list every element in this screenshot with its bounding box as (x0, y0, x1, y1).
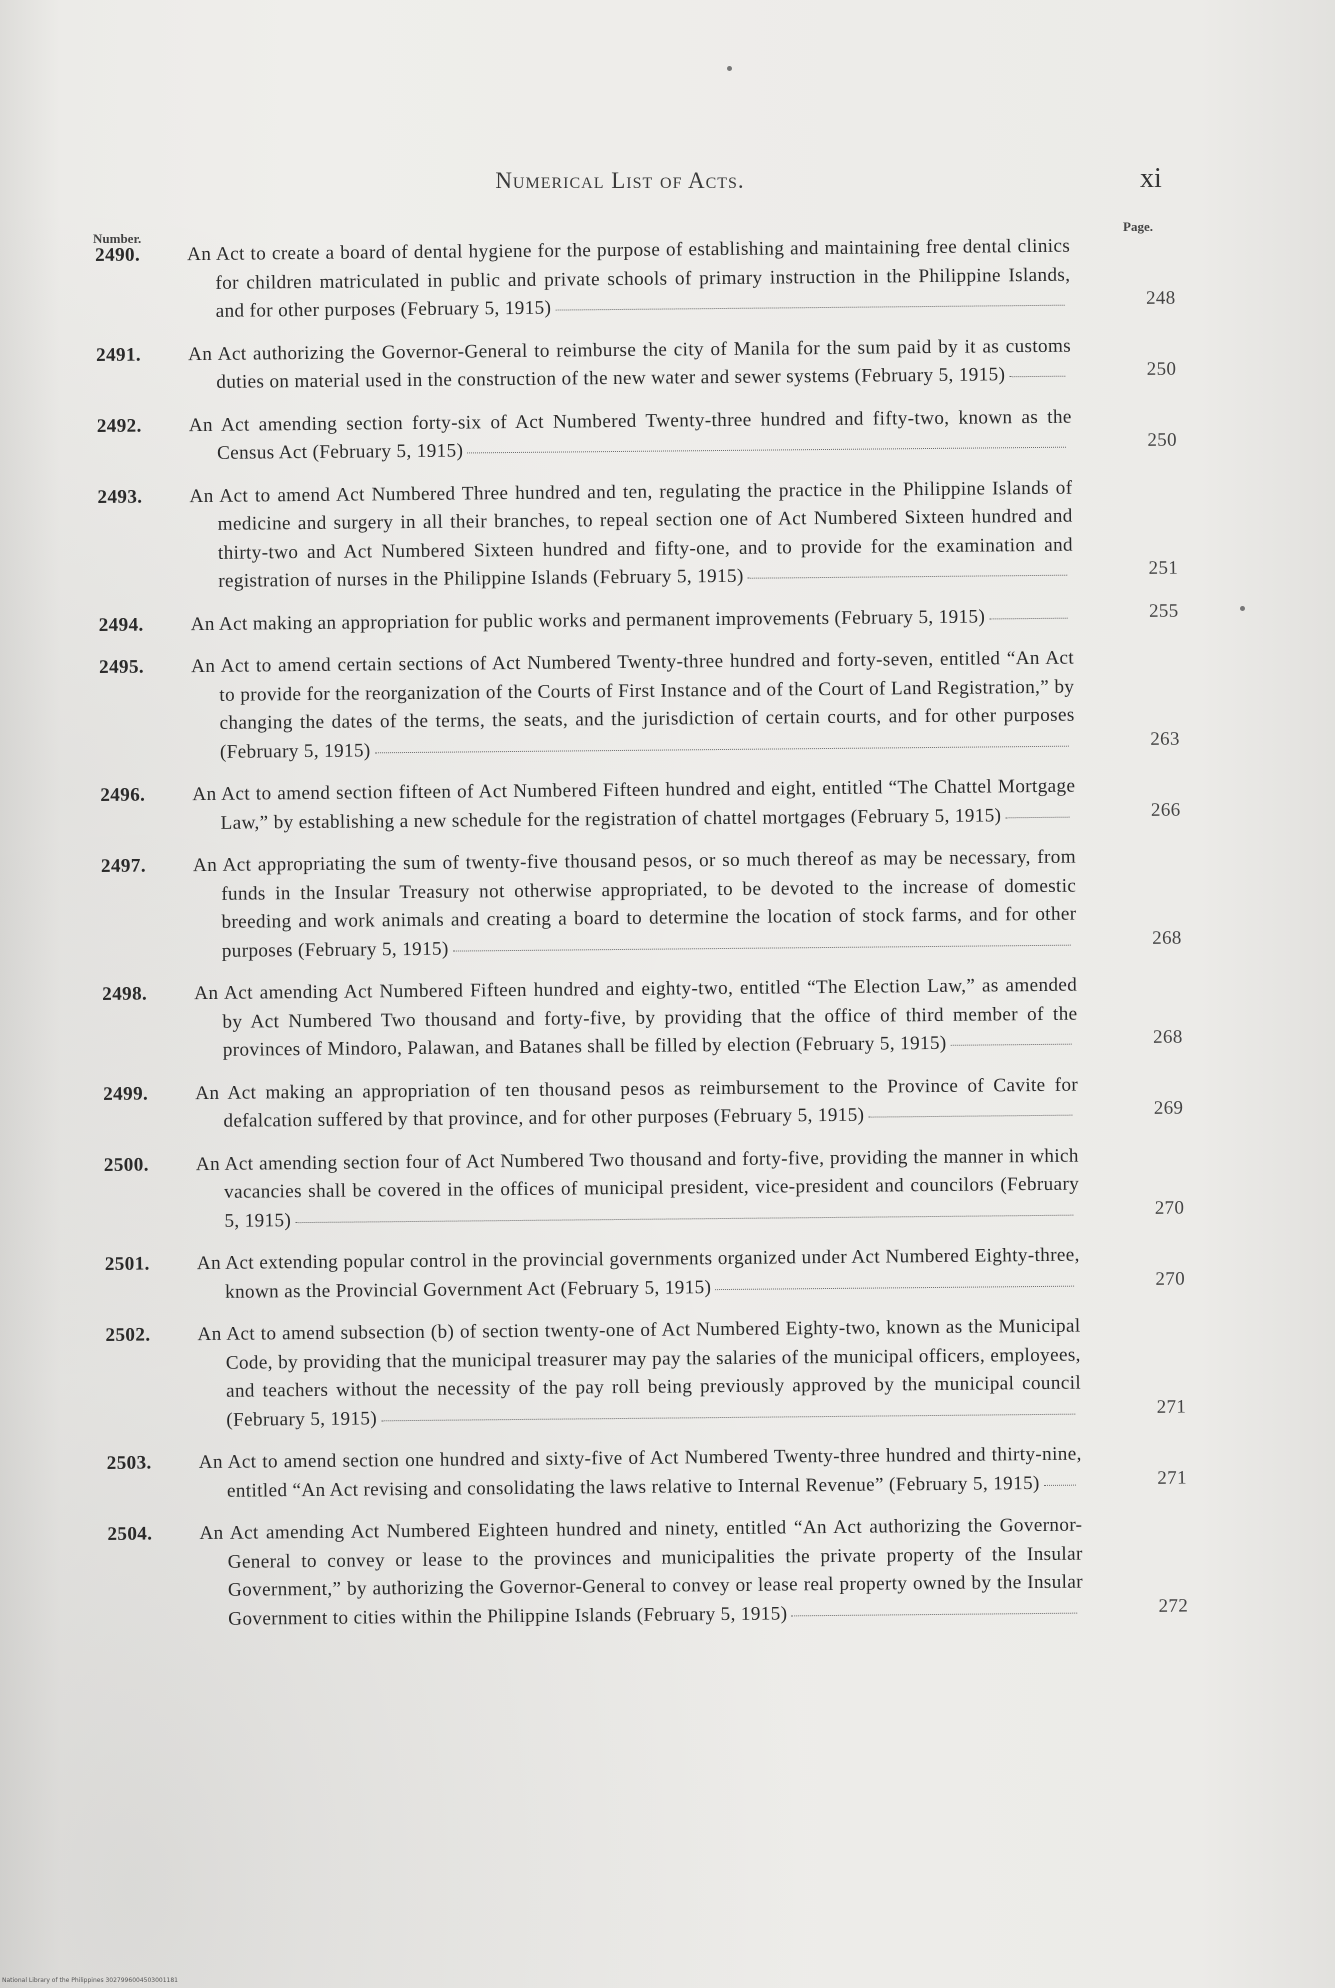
act-title (197, 1313, 1081, 1435)
act-title-text: An Act to create a board of dental hygiene for the purpose of establishing and maintaining free dental clinics for children matriculated in public and private schools of primary instruction in the Philippine Islands, and for other purposes (February 5, 1915) (187, 235, 1071, 322)
dot-leader (1005, 816, 1069, 818)
act-page-number: 269 (1153, 1097, 1184, 1119)
act-title (197, 1242, 1081, 1307)
act-entry (101, 843, 1182, 967)
number-column-header: Number. (93, 231, 142, 246)
dot-leader (748, 575, 1068, 579)
act-title (199, 1441, 1083, 1506)
dot-leader (868, 1115, 1072, 1118)
page-column-header: Page. (1123, 219, 1153, 234)
act-title-text: An Act to amend section fifteen of Act Numbered Fifteen hundred and eight, entitled “The Chattel Mortgage Law,” by establishing a new schedule for the registration of chattel mortgages (February 5, 1915) (192, 775, 1076, 834)
act-entry (96, 331, 1176, 398)
act-page-number: 272 (1158, 1595, 1189, 1617)
dot-leader (295, 1214, 1073, 1222)
act-number: 2495. (98, 656, 145, 678)
act-number: 2498. (102, 983, 148, 1005)
act-page-number: 270 (1155, 1268, 1186, 1290)
act-entry (107, 1440, 1187, 1507)
act-entry (105, 1241, 1185, 1308)
act-number: 2492. (96, 415, 142, 437)
act-number: 2499. (103, 1083, 149, 1105)
act-page-number: 271 (1156, 1396, 1187, 1418)
act-title-text: An Act amending section forty-six of Act Numbered Twenty-three hundred and fifty-two, known as the Census Act (February 5, 1915) (188, 406, 1072, 464)
act-title (199, 1512, 1083, 1634)
act-entry (102, 971, 1183, 1067)
dot-leader (715, 1285, 1074, 1289)
dot-leader (1044, 1484, 1076, 1485)
dot-leader (555, 305, 1064, 311)
act-number: 2504. (107, 1523, 153, 1545)
page-number: xi (1140, 163, 1162, 194)
dot-leader (989, 617, 1068, 619)
act-page-number: 248 (1145, 287, 1176, 309)
act-title-text: An Act to amend subsection (b) of section twenty-one of Act Numbered Eighty-two, known as the Municipal Code, by providing that the municipal treasurer may pay the salaries of the municipal officers, employees, and teachers without the necessity of the pay roll being previously approved by the municipal council (February 5, 1915) (197, 1315, 1082, 1431)
dot-leader (453, 944, 1071, 951)
act-title (189, 474, 1073, 596)
act-entry (105, 1312, 1186, 1436)
act-title (191, 602, 1074, 639)
act-number: 2503. (106, 1452, 152, 1474)
act-entry (97, 473, 1178, 597)
act-title (187, 233, 1071, 327)
act-title (193, 844, 1077, 966)
act-page-number: 268 (1152, 927, 1182, 949)
ink-speck (1240, 606, 1245, 611)
act-number: 2493. (97, 486, 143, 508)
dot-leader (951, 1044, 1072, 1046)
act-page-number: 251 (1148, 557, 1179, 579)
act-title (192, 773, 1076, 838)
source-footnote: National Library of the Philippines 3027996004503001181 (2, 1977, 179, 1984)
act-title-text: An Act to amend section one hundred and sixty-five of Act Numbered Twenty-three hundred and thirty-nine, entitled “An Act revising and consolidating the laws relative to Internal Revenue” (February 5, 1915) (198, 1443, 1082, 1502)
act-title-text: An Act to amend Act Numbered Three hundred and ten, regulating the practice in the Philippine Islands of medicine and surgery in all their branches, to repeal section one of Act Numbered Sixteen hundred and thirty-two and Act Numbered Sixteen hundred and fifty-one, and to provide for the examination and registration of nurses in the Philippine Islands (February 5, 1915) (189, 477, 1074, 592)
dot-leader (791, 1612, 1077, 1616)
act-title-text: An Act making an appropriation for public works and permanent improvements (February 5, 1915) (190, 605, 986, 635)
act-number: 2491. (95, 344, 142, 366)
dot-leader (467, 447, 1066, 454)
act-title (196, 1142, 1080, 1236)
act-number: 2496. (100, 784, 146, 806)
act-page-number: 250 (1147, 429, 1178, 451)
page-title: Numerical List of Acts. (495, 168, 745, 193)
act-number: 2500. (103, 1154, 149, 1176)
act-title-text: An Act amending Act Numbered Eighteen hundred and ninety, entitled “An Act authorizing the Governor-General to convey or lease to the provinces and municipalities the private property of the Insular Government,” by authorizing the Governor-General to convey or lease real property owned by the Insular Government to cities within the Philippine Islands (February 5, 1915) (199, 1514, 1084, 1630)
act-entry (99, 644, 1180, 768)
act-title (195, 1071, 1079, 1136)
act-page-number: 270 (1154, 1197, 1185, 1219)
act-page-number: 266 (1150, 799, 1181, 821)
act-number: 2502. (105, 1324, 151, 1346)
act-number: 2494. (98, 614, 144, 636)
act-page-number: 268 (1153, 1026, 1183, 1048)
act-title-text: An Act appropriating the sum of twenty-five thousand pesos, or so much thereof as may be necessary, from funds in the Insular Treasury not otherwise appropriated, to be devoted to the increase of domestic breeding and work animals and creating a board to determine the location of stock farms, and for other purposes (February 5, 1915) (192, 846, 1077, 962)
act-number: 2490. (95, 244, 141, 266)
act-entry (107, 1511, 1188, 1635)
act-entry (104, 1141, 1185, 1237)
act-number: 2497. (100, 855, 147, 877)
act-page-number: 271 (1157, 1467, 1188, 1489)
act-title-text: An Act to amend certain sections of Act Numbered Twenty-three hundred and forty-seven, entitled “An Act to provide for the reorganization of the Courts of First Instance and of the Court of Land Registration,” by changing the dates of the terms, the seats, and the jurisdiction of certain courts, and for other purposes (February 5, 1915) (190, 647, 1075, 763)
dot-leader (375, 745, 1069, 753)
acts-list (95, 232, 1188, 1649)
act-entry (100, 772, 1180, 839)
act-title-text: An Act extending popular control in the provincial governments organized under Act Numbered Eighty-three, known as the Provincial Government Act (February 5, 1915) (196, 1244, 1080, 1303)
act-entry (103, 1070, 1183, 1137)
act-title-text: An Act amending Act Numbered Fifteen hundred and eighty-two, entitled “The Election Law,” as amended by Act Numbered Two thousand and forty-five, by providing that the office of third member of the provinces of Mindoro, Palawan, and Batanes shall be filled by election (February 5, 1915) (194, 974, 1078, 1061)
act-title-text: An Act making an appropriation of ten thousand pesos as reimbursement to the Province of Cavite for defalcation suffered by that province, and for other purposes (February 5, 1915) (195, 1074, 1079, 1132)
dot-leader (1009, 376, 1065, 378)
act-page-number: 263 (1150, 728, 1180, 750)
act-title (191, 645, 1075, 767)
dot-leader (381, 1413, 1075, 1421)
act-title (189, 403, 1073, 468)
act-number: 2501. (104, 1253, 150, 1275)
act-title (188, 332, 1072, 397)
act-entry (95, 232, 1176, 328)
act-page-number: 255 (1148, 600, 1179, 622)
act-page-number: 250 (1146, 358, 1177, 380)
act-title-text: An Act authorizing the Governor-General to reimburse the city of Manila for the sum paid by it as customs duties on material used in the construction of the new water and sewer systems (February 5, 1915) (187, 335, 1072, 393)
ink-speck (727, 66, 732, 71)
act-entry (99, 601, 1179, 640)
act-title (194, 972, 1078, 1066)
act-title-text: An Act amending section four of Act Numbered Two thousand and forty-five, providing the manner in which vacancies shall be covered in the offices of municipal president, vice-president and councilors (February 5, 1915) (195, 1145, 1080, 1232)
act-entry (97, 402, 1177, 469)
